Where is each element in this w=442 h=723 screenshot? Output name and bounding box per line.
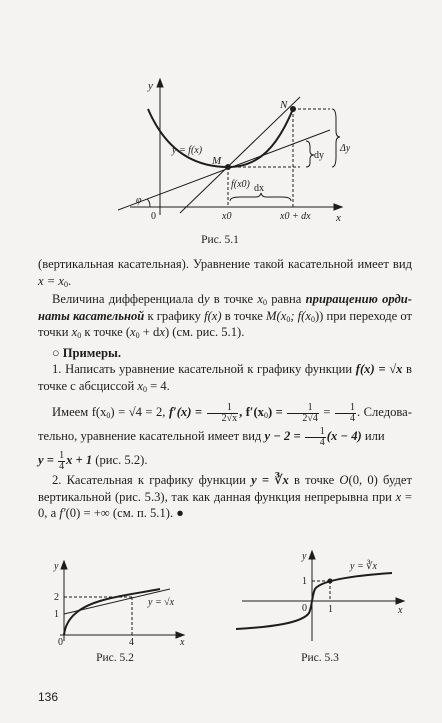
- text-sub: 0: [142, 384, 147, 394]
- fig52-label-4: 4: [129, 637, 134, 645]
- fig52-label-0: 0: [58, 637, 63, 645]
- para-example-2: [38, 472, 412, 522]
- fraction: [305, 427, 326, 448]
- text-span: x: [395, 489, 402, 504]
- text-span: M: [266, 308, 277, 323]
- fraction: [287, 403, 319, 424]
- fig53-label-y: y: [302, 551, 307, 562]
- text-line: (вертикальная касательная). Уравнение такой касательной имеет: [38, 257, 389, 271]
- fig52-label-1: 1: [54, 609, 59, 620]
- text-span: от точки: [38, 308, 412, 339]
- text-sub: 0: [286, 314, 291, 324]
- text-sub: 0: [63, 279, 68, 289]
- figure-5-3: [232, 545, 412, 645]
- text-span: + d: [139, 325, 160, 339]
- para-vertical-tangent: [38, 256, 412, 289]
- text-span: 1. Написать уравнение касательной к графику функции: [52, 362, 353, 376]
- para-solution: [38, 400, 412, 448]
- formula: y = ∛x: [251, 473, 289, 487]
- fraction-den: 2√4: [302, 412, 318, 424]
- text-span: (x: [276, 308, 287, 323]
- formula: y =: [38, 453, 54, 467]
- formula: ) =: [267, 405, 283, 419]
- fig52-label-curve: y = √x: [148, 597, 175, 608]
- text-span: x: [137, 378, 143, 393]
- fraction-den: 4: [349, 412, 355, 424]
- text-span: x: [257, 292, 263, 306]
- fraction: [335, 403, 356, 424]
- text-sub: 0: [77, 331, 82, 340]
- fig51-phi-arc: [147, 199, 150, 207]
- fig51-y-arrow: [157, 79, 163, 87]
- text-span: = 4.: [146, 378, 170, 393]
- text-emphasis: наты касательной: [38, 308, 145, 323]
- text-span: в точке с абсциссой: [38, 362, 412, 393]
- text-span: к графику: [144, 308, 205, 323]
- fig53-label-0: 0: [302, 603, 307, 614]
- formula: f(x) = √x: [355, 362, 403, 376]
- fig51-label-m: M: [212, 155, 222, 167]
- fig52-curve: [64, 589, 160, 635]
- fig53-x-arrow: [396, 598, 404, 604]
- fig51-point-n: [290, 106, 296, 112]
- fig52-label-y: y: [54, 561, 59, 572]
- para-example-1: [38, 361, 412, 394]
- formula: x + 1: [66, 453, 93, 467]
- text-span: вертикальной (рис. 5.3), так как данная функция непрерывна при: [38, 489, 392, 504]
- text-span: (0) = +∞ (см. п. 5.1). ●: [65, 506, 184, 520]
- fig51-label-dx: dx: [254, 183, 264, 194]
- fraction-num: 1: [207, 403, 239, 414]
- fig51-label-delta-y: Δy: [340, 143, 350, 154]
- body-text: [38, 256, 412, 522]
- text-span: O: [339, 473, 349, 487]
- text-span: = 0, а: [38, 489, 412, 520]
- para-differential: [38, 291, 412, 341]
- text-span: f′: [59, 506, 66, 520]
- text-span: x: [159, 325, 165, 339]
- text-span: или: [361, 429, 385, 443]
- fraction: [58, 451, 65, 472]
- fig51-label-fx0: f(x0): [231, 179, 250, 190]
- text-span: . Следова-: [356, 405, 412, 419]
- fig53-label-1y: 1: [302, 576, 307, 587]
- text-span: в точке: [221, 308, 267, 323]
- formula: (x − 4): [326, 429, 362, 443]
- fig51-label-dy: dy: [314, 150, 324, 161]
- text-span: вид: [392, 257, 412, 271]
- fig52-label-x: x: [180, 637, 185, 645]
- text-span: =: [323, 405, 331, 419]
- text-span: Имеем f(x: [52, 405, 107, 419]
- text-span: ) (см. рис. 5.1).: [164, 325, 245, 339]
- fig53-label-curve: y = ∛x: [350, 561, 377, 572]
- fig51-dx-brace: [230, 193, 291, 201]
- fig53-label-x: x: [398, 605, 403, 616]
- formula: , f′(x: [239, 405, 264, 419]
- text-emphasis: приращению орди-: [305, 292, 412, 306]
- fraction-num: 1: [305, 427, 326, 438]
- fig52-caption: Рис. 5.2: [96, 652, 134, 664]
- text-span: f(x): [204, 308, 222, 323]
- fraction-den: 4: [59, 460, 65, 472]
- text-span: 2. Касательная к графику функции: [52, 473, 252, 487]
- text-span: )) при переходе: [314, 308, 398, 323]
- text-span: ; f(x: [290, 308, 311, 323]
- text-span: .: [67, 273, 72, 288]
- text-sub: 0: [106, 411, 111, 420]
- text-span: ) = √4 = 2,: [110, 405, 169, 419]
- formula: f′(x) =: [168, 405, 203, 419]
- text-span: тельно, уравнение касательной имеет вид: [38, 429, 265, 443]
- fig51-tangent: [118, 130, 330, 210]
- fig51-label-phi: φ: [136, 195, 142, 206]
- fig51-label-curve: y = f(x): [172, 145, 203, 156]
- text-sub: 0: [135, 331, 140, 340]
- text-span: в точке: [288, 473, 340, 487]
- fig53-caption: Рис. 5.3: [301, 652, 339, 664]
- fig51-label-zero: 0: [151, 211, 156, 222]
- fig51-label-n: N: [280, 99, 288, 111]
- text-span: Величина дифференциала d: [52, 292, 204, 306]
- fig52-label-2: 2: [54, 592, 59, 603]
- fig51-caption: Рис. 5.1: [201, 234, 239, 246]
- text-span: x: [130, 325, 136, 339]
- text-sub: 0: [310, 314, 315, 324]
- formula: y − 2 =: [264, 429, 301, 443]
- fig53-y-arrow: [309, 551, 315, 559]
- fraction-num: 1: [335, 403, 356, 414]
- fig51-label-x: x: [336, 212, 341, 224]
- figure-5-2: [40, 555, 200, 645]
- fig51-label-x0dx: x0 + dx: [280, 211, 311, 222]
- text-span: (рис. 5.2).: [92, 453, 148, 467]
- text-span: y: [203, 292, 210, 306]
- text-span: x = x: [38, 273, 64, 288]
- fig51-label-x0: x0: [222, 211, 232, 222]
- text-sub: 0: [262, 298, 267, 307]
- text-span: равна: [266, 292, 306, 306]
- fig53-point: [328, 579, 333, 584]
- text-span: к точке (: [81, 325, 131, 339]
- fraction-num: 1: [59, 449, 65, 461]
- examples-heading: ○ Примеры.: [52, 345, 121, 360]
- fig51-delta-y-brace: [332, 109, 340, 167]
- fraction: [207, 403, 239, 424]
- text-span: x: [71, 325, 78, 339]
- fraction-den: 4: [319, 436, 325, 448]
- fig51-dy-brace: [306, 141, 314, 167]
- para-solution-result: [38, 448, 412, 472]
- page-number: 136: [38, 690, 59, 704]
- fig51-point-m: [225, 164, 231, 170]
- fig51-x-arrow: [334, 204, 342, 210]
- fraction-num: 1: [287, 403, 319, 414]
- fig51-label-y: y: [148, 80, 153, 92]
- figure-5-1: [100, 75, 350, 225]
- text-span: (0, 0) будет: [348, 473, 412, 487]
- fig53-label-1x: 1: [328, 604, 333, 615]
- text-sub: 0: [263, 411, 268, 420]
- text-span: в точке: [209, 292, 258, 306]
- fig52-y-arrow: [61, 561, 67, 569]
- fraction-den: 2√x: [221, 412, 238, 424]
